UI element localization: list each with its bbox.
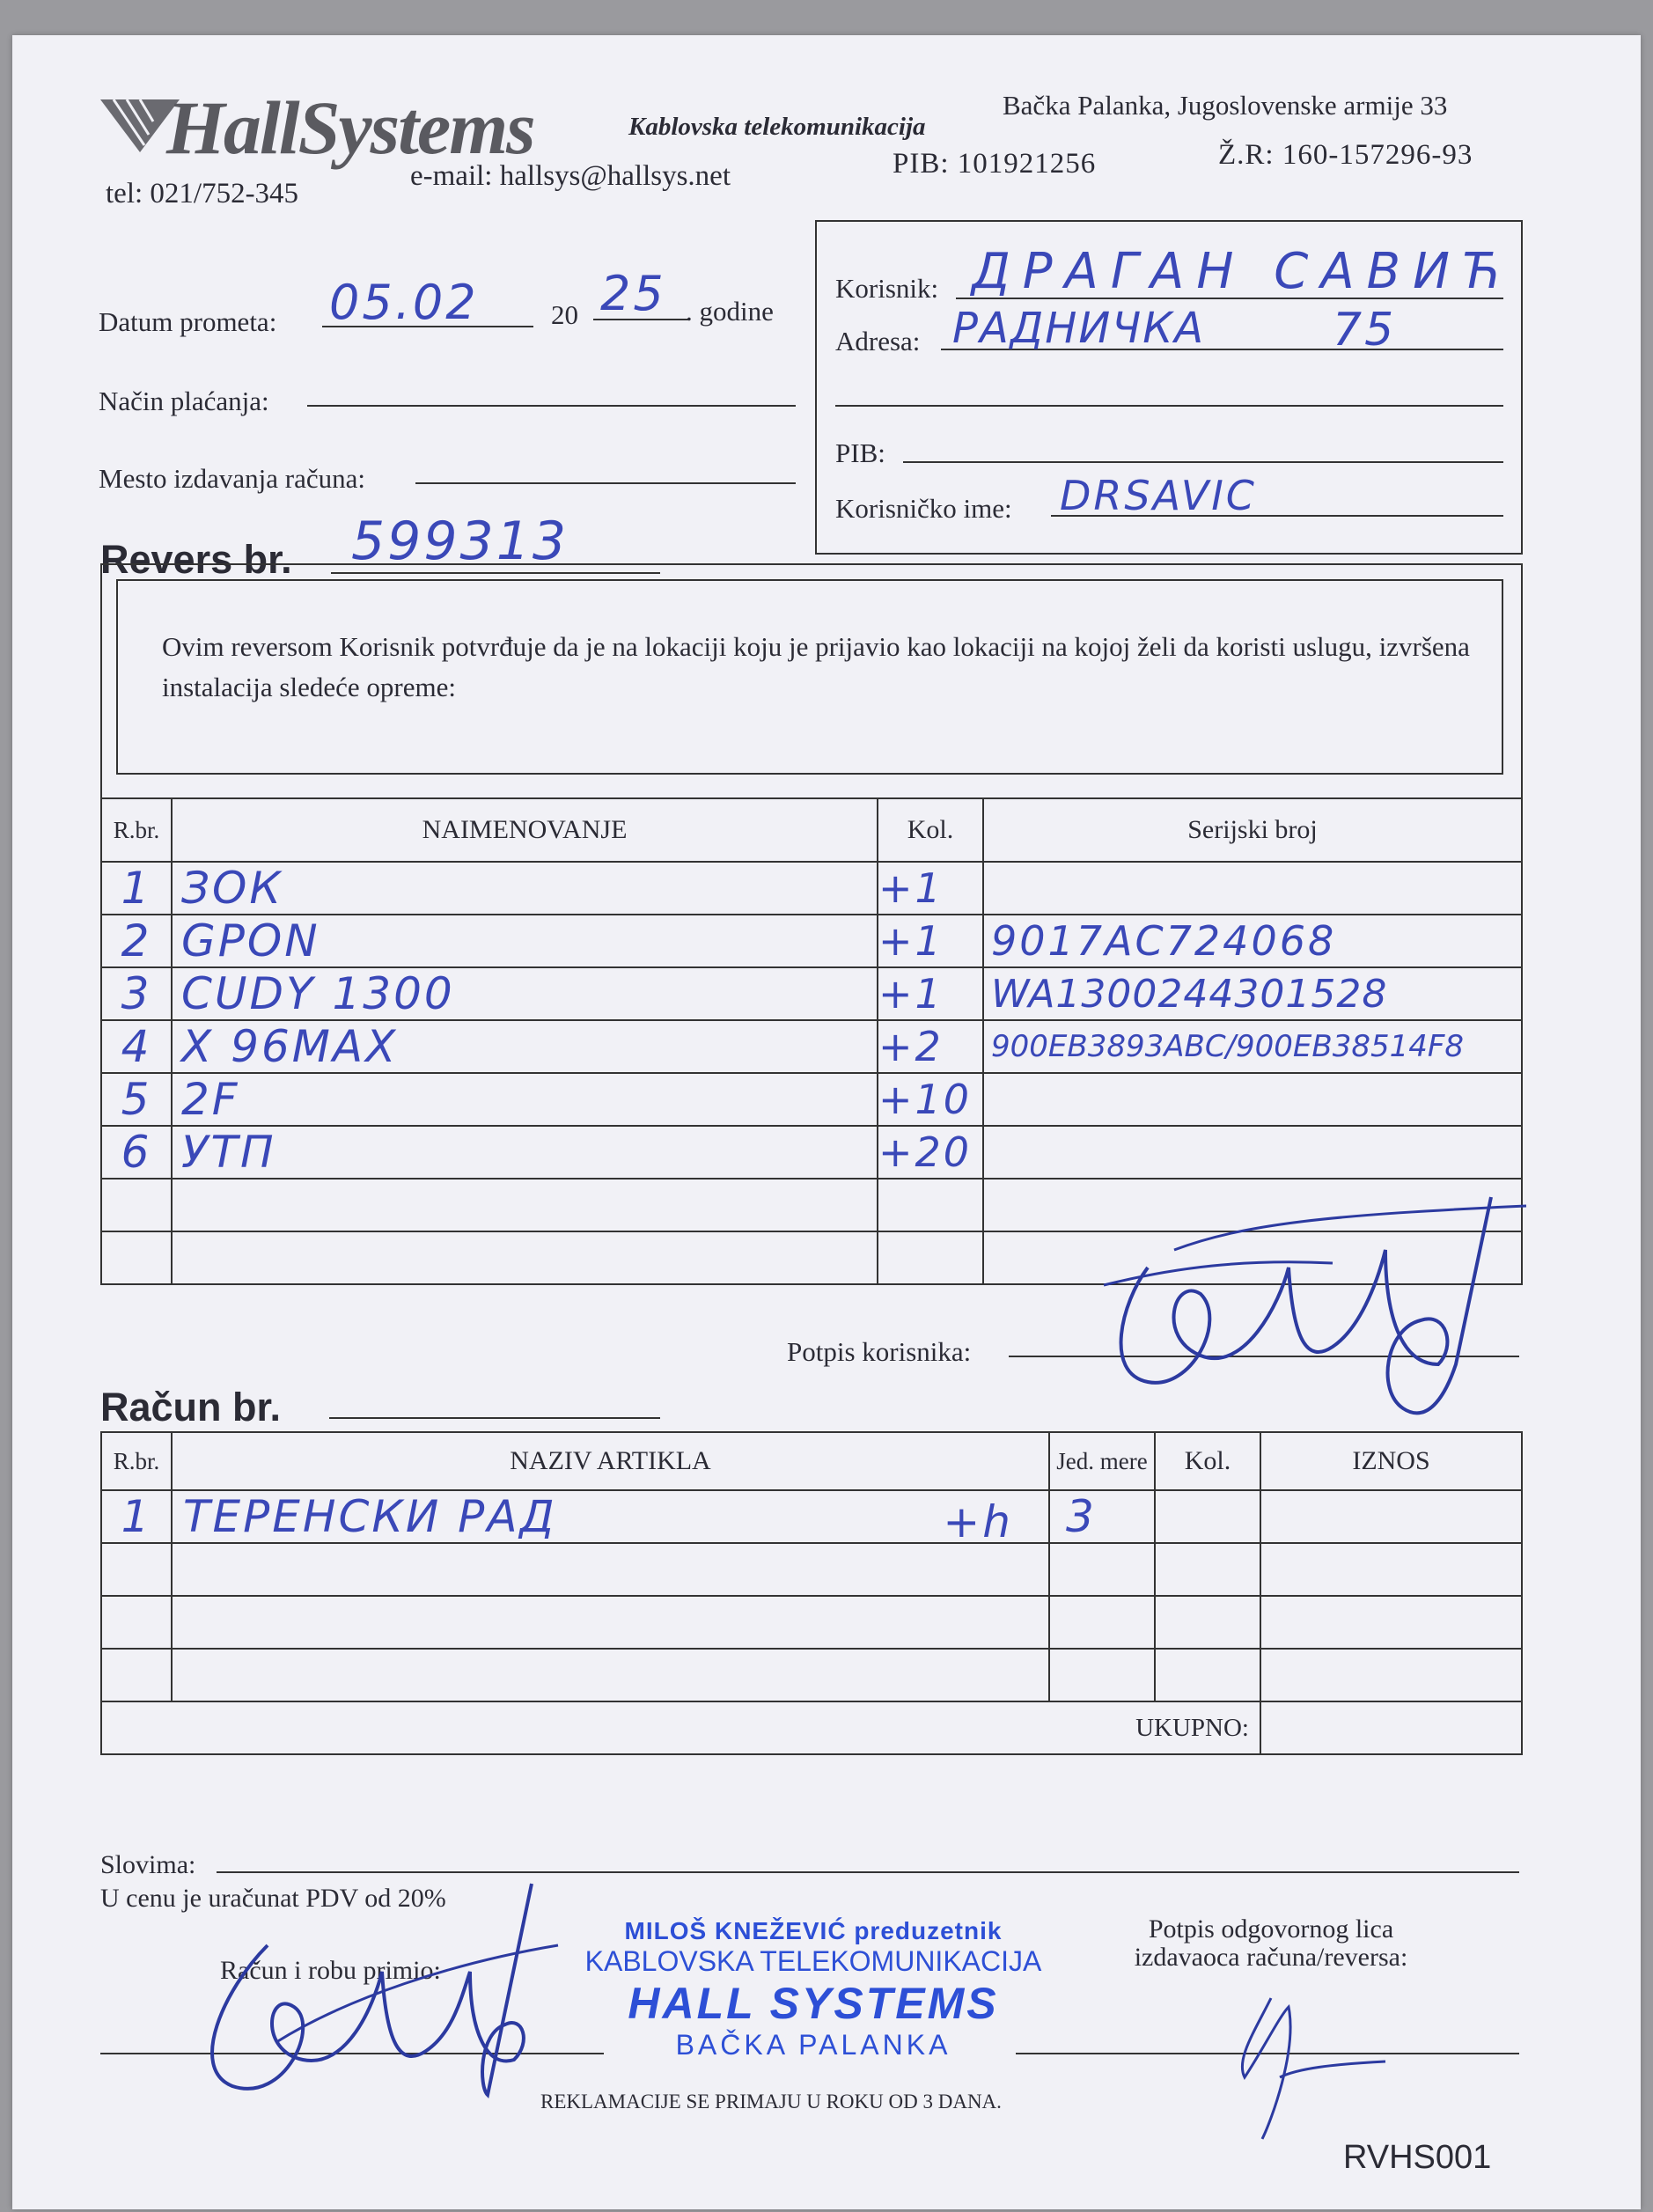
racun-table: [100, 1431, 1523, 1755]
row-name: ЗОК: [172, 862, 878, 915]
username-label: Korisničko ime:: [835, 493, 1012, 524]
stamp-line4: BAČKA PALANKA: [675, 2029, 951, 2061]
logo-text: HallSystems: [166, 85, 534, 170]
datum-label: Datum prometa:: [99, 306, 277, 337]
table-row: [101, 1020, 1522, 1073]
row-name: GPON: [172, 915, 878, 967]
mesto-label: Mesto izdavanja računa:: [99, 463, 365, 494]
table-row: [101, 1596, 1522, 1649]
customer-pib-label: PIB:: [835, 437, 885, 468]
row-name-text: ТЕРЕНСКИ РАД: [183, 1491, 557, 1542]
company-tagline: Kablovska telekomunikacija: [628, 113, 926, 141]
col-serijski: Serijski broj: [983, 798, 1522, 862]
invoice-sheet: [12, 35, 1641, 2209]
receiver-signature: [171, 1866, 576, 2121]
col-rbr: R.br.: [101, 1432, 172, 1490]
row-kol: +20: [878, 1126, 983, 1179]
customer-signature: [1069, 1144, 1561, 1444]
godine-label: . godine: [686, 296, 774, 327]
customer-pib-line: [903, 461, 1503, 463]
year-prefix: 20: [551, 299, 578, 330]
row-serial: 900EB3893ABC/900EB38514F8: [983, 1020, 1522, 1073]
company-pib: PIB: 101921256: [893, 148, 1097, 180]
primio-label: Račun i robu primio:: [220, 1956, 441, 1985]
issuer-signature: [1218, 1981, 1394, 2148]
row-kol: +1: [878, 967, 983, 1020]
row-name: 2F: [172, 1073, 878, 1126]
row-jed: 3: [1049, 1490, 1155, 1543]
table-row: [101, 1490, 1522, 1543]
ukupno-label: UKUPNO:: [101, 1701, 1260, 1754]
table-row: [101, 1649, 1522, 1701]
ukupno-row: [101, 1701, 1522, 1754]
slovima-label: Slovima:: [100, 1850, 196, 1879]
company-stamp: [576, 1917, 1051, 2061]
col-kol: Kol.: [1155, 1432, 1260, 1490]
potpis-lica-label: Potpis odgovornog lica izdavaoca računa/reversa:: [1134, 1914, 1408, 1972]
row-unit: +h: [943, 1496, 1013, 1547]
pdv-note: U cenu je uračunat PDV od 20%: [100, 1884, 446, 1913]
col-jed-mere: Jed. mere: [1049, 1432, 1155, 1490]
row-rb: 6: [101, 1126, 172, 1179]
adresa-number: 75: [1333, 304, 1397, 356]
row-name: CUDY 1300: [172, 967, 878, 1020]
row-name: X 96MAX: [172, 1020, 878, 1073]
stamp-line2: KABLOVSKA TELEKOMUNIKACIJA: [584, 1945, 1042, 1977]
row-kol: +2: [878, 1020, 983, 1073]
table-row: [101, 862, 1522, 915]
table-row: [101, 1073, 1522, 1126]
racun-label: Račun br.: [100, 1385, 282, 1429]
company-email: e-mail: hallsys@hallsys.net: [410, 160, 731, 192]
row-rb: 2: [101, 915, 172, 967]
row-name: УТП: [172, 1126, 878, 1179]
mesto-line: [415, 482, 796, 484]
col-rbr: R.br.: [101, 798, 172, 862]
row-serial: [983, 862, 1522, 915]
nacin-line: [307, 405, 796, 407]
korisnik-value: ДРАГАН САВИЋ: [972, 243, 1513, 300]
username-value: DRSAVIC: [1060, 472, 1257, 519]
row-rb: 1: [101, 862, 172, 915]
row-name: [172, 1490, 1049, 1547]
col-naimenovanje: NAIMENOVANJE: [172, 798, 878, 862]
reklamacije-note: REKLAMACIJE SE PRIMAJU U ROKU OD 3 DANA.: [540, 2091, 1002, 2113]
stamp-line1: MILOŠ KNEŽEVIĆ preduzetnik: [624, 1917, 1003, 1944]
row-iznos: [1260, 1490, 1522, 1543]
row-kol: +10: [878, 1073, 983, 1126]
datum-value: 05.02: [329, 275, 479, 330]
col-kol: Kol.: [878, 798, 983, 862]
table-row: [101, 1543, 1522, 1596]
col-naziv: NAZIV ARTIKLA: [172, 1432, 1049, 1490]
racun-number-line: [329, 1417, 660, 1419]
row-serial: [983, 1073, 1522, 1126]
form-code: RVHS001: [1343, 2139, 1492, 2176]
adresa-label: Adresa:: [835, 326, 921, 356]
row-kol: [1155, 1490, 1260, 1543]
row-kol: +1: [878, 915, 983, 967]
row-rb: 4: [101, 1020, 172, 1073]
table-row: [101, 967, 1522, 1020]
adresa-value: РАДНИЧКА: [952, 304, 1206, 353]
address-line-2: [835, 405, 1503, 407]
revers-statement: Ovim reversom Korisnik potvrđuje da je na lokaciji koju je prijavio kao lokaciji na kojoj želi da koristi uslugu, izvršena instalacija sledeće opreme:: [162, 631, 1470, 702]
year-value: 25: [600, 266, 666, 321]
revers-number: 599313: [351, 511, 569, 572]
company-address: Bačka Palanka, Jugoslovenske armije 33: [1003, 90, 1448, 121]
row-rb: 3: [101, 967, 172, 1020]
ukupno-value: [1260, 1701, 1522, 1754]
row-serial: 9017AC724068: [983, 915, 1522, 967]
revers-label: Revers br.: [100, 537, 292, 582]
company-zr: Ž.R: 160-157296-93: [1218, 139, 1473, 171]
row-kol: +1: [878, 862, 983, 915]
row-rb: 5: [101, 1073, 172, 1126]
col-iznos: IZNOS: [1260, 1432, 1522, 1490]
row-rb: 1: [101, 1490, 172, 1543]
stamp-line3: HALL SYSTEMS: [628, 1979, 999, 2028]
korisnik-label: Korisnik:: [835, 273, 939, 304]
table-row: [101, 915, 1522, 967]
row-serial: WA1300244301528: [983, 967, 1522, 1020]
potpis-korisnika-label: Potpis korisnika:: [787, 1336, 972, 1367]
nacin-label: Način plaćanja:: [99, 386, 269, 416]
company-tel: tel: 021/752-345: [106, 178, 299, 209]
